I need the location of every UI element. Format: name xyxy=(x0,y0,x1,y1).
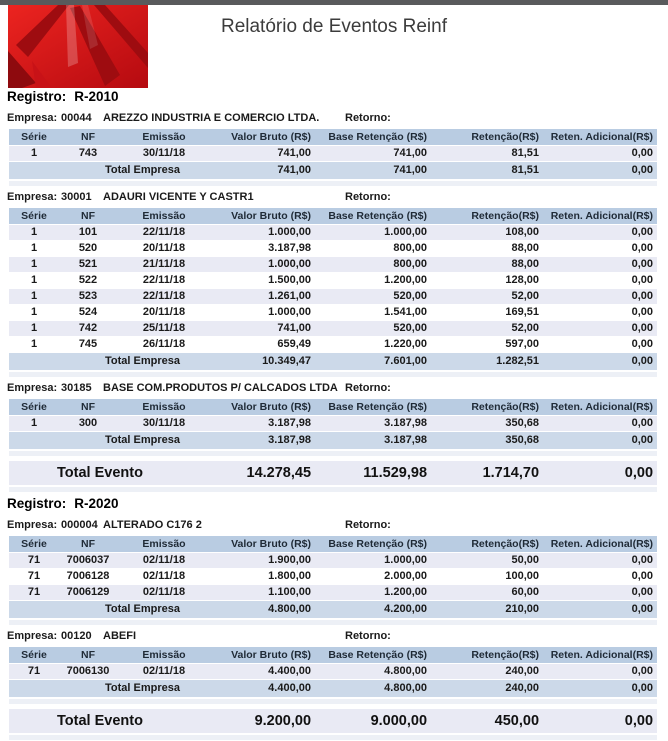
empresa-code: 000004 xyxy=(61,519,98,531)
total-empresa-value: 7.601,00 xyxy=(315,353,431,371)
cell: 520 xyxy=(59,241,117,257)
cell: 1.000,00 xyxy=(211,305,315,321)
cell: 1.261,00 xyxy=(211,289,315,305)
column-header: Valor Bruto (R$) xyxy=(211,129,315,146)
total-empresa-row xyxy=(9,162,657,180)
cell: 22/11/18 xyxy=(117,273,211,289)
cell: 741,00 xyxy=(211,321,315,337)
column-header: Série xyxy=(9,208,59,225)
registro-section xyxy=(7,89,668,492)
column-header: Reten. Adicional(R$) xyxy=(543,647,657,664)
cell: 741,00 xyxy=(211,146,315,162)
cell: 1 xyxy=(9,289,59,305)
registro-section xyxy=(7,496,668,740)
total-empresa-value: 4.800,00 xyxy=(315,680,431,698)
cell: 22/11/18 xyxy=(117,225,211,241)
cell: 30/11/18 xyxy=(117,416,211,432)
report-title: Relatório de Eventos Reinf xyxy=(220,16,447,37)
table-header-row xyxy=(9,536,657,553)
cell: 21/11/18 xyxy=(117,257,211,273)
cell: 7006130 xyxy=(59,664,117,680)
cell: 0,00 xyxy=(543,225,657,241)
cell: 521 xyxy=(59,257,117,273)
separator-strip xyxy=(9,372,657,377)
separator-strip xyxy=(9,735,657,740)
cell: 1.220,00 xyxy=(315,337,431,353)
column-header: Reten. Adicional(R$) xyxy=(543,536,657,553)
total-evento-value: 11.529,98 xyxy=(315,461,431,486)
cell: 522 xyxy=(59,273,117,289)
empresa-label: Empresa: xyxy=(7,382,58,394)
cell: 0,00 xyxy=(543,569,657,585)
total-evento-value: 9.200,00 xyxy=(211,709,315,734)
cell: 50,00 xyxy=(431,553,543,569)
registro-value: R-2020 xyxy=(74,496,119,511)
column-header: Reten. Adicional(R$) xyxy=(543,399,657,416)
retorno-label: Retorno: xyxy=(345,630,391,642)
cell: 520,00 xyxy=(315,289,431,305)
retorno-label: Retorno: xyxy=(345,519,391,531)
total-empresa-value: 240,00 xyxy=(431,680,543,698)
column-header: Série xyxy=(9,536,59,553)
total-evento-label: Total Evento xyxy=(9,709,211,734)
column-header: Emissão xyxy=(117,647,211,664)
report-header xyxy=(0,5,668,89)
cell: 02/11/18 xyxy=(117,664,211,680)
cell: 0,00 xyxy=(543,241,657,257)
cell: 30/11/18 xyxy=(117,146,211,162)
column-header: Emissão xyxy=(117,129,211,146)
cell: 22/11/18 xyxy=(117,289,211,305)
column-header: NF xyxy=(59,129,117,146)
cell: 1.000,00 xyxy=(315,553,431,569)
table-row xyxy=(9,289,657,305)
total-empresa-value: 4.400,00 xyxy=(211,680,315,698)
cell: 1.000,00 xyxy=(315,225,431,241)
company-table xyxy=(9,647,657,698)
cell: 169,51 xyxy=(431,305,543,321)
table-row xyxy=(9,241,657,257)
cell: 597,00 xyxy=(431,337,543,353)
total-empresa-row xyxy=(9,601,657,619)
cell: 0,00 xyxy=(543,337,657,353)
table-body xyxy=(9,146,657,162)
total-evento-value: 450,00 xyxy=(431,709,543,734)
total-evento-band xyxy=(7,709,668,734)
separator-strip xyxy=(9,620,657,625)
total-empresa-value: 210,00 xyxy=(431,601,543,619)
total-evento-row xyxy=(9,461,657,486)
table-row xyxy=(9,273,657,289)
cell: 800,00 xyxy=(315,257,431,273)
empresa-name: ABEFI xyxy=(103,630,136,642)
total-empresa-value: 0,00 xyxy=(543,353,657,371)
cell: 26/11/18 xyxy=(117,337,211,353)
cell: 0,00 xyxy=(543,664,657,680)
total-empresa-row xyxy=(9,680,657,698)
cell: 0,00 xyxy=(543,289,657,305)
company-block xyxy=(7,630,668,704)
cell: 3.187,98 xyxy=(211,416,315,432)
column-header: Base Retenção (R$) xyxy=(315,129,431,146)
cell: 659,49 xyxy=(211,337,315,353)
table-header-row xyxy=(9,208,657,225)
column-header: Base Retenção (R$) xyxy=(315,647,431,664)
cell: 1.900,00 xyxy=(211,553,315,569)
total-empresa-row xyxy=(9,353,657,371)
total-empresa-value: 741,00 xyxy=(315,162,431,180)
table-row xyxy=(9,337,657,353)
cell: 0,00 xyxy=(543,305,657,321)
cell: 20/11/18 xyxy=(117,241,211,257)
cell: 0,00 xyxy=(543,273,657,289)
table-row xyxy=(9,664,657,680)
retorno-label: Retorno: xyxy=(345,112,391,124)
column-header: Valor Bruto (R$) xyxy=(211,536,315,553)
company-table xyxy=(9,536,657,619)
total-evento-label: Total Evento xyxy=(9,461,211,486)
column-header: Valor Bruto (R$) xyxy=(211,399,315,416)
cell: 0,00 xyxy=(543,416,657,432)
cell: 523 xyxy=(59,289,117,305)
column-header: Retenção(R$) xyxy=(431,129,543,146)
cell: 1 xyxy=(9,225,59,241)
column-header: Série xyxy=(9,129,59,146)
column-header: Reten. Adicional(R$) xyxy=(543,129,657,146)
separator-strip xyxy=(9,487,657,492)
cell: 20/11/18 xyxy=(117,305,211,321)
company-table xyxy=(9,399,657,450)
total-empresa-value: 0,00 xyxy=(543,162,657,180)
column-header: Retenção(R$) xyxy=(431,536,543,553)
cell: 1 xyxy=(9,416,59,432)
cell: 0,00 xyxy=(543,146,657,162)
red-crystal-logo-icon xyxy=(8,5,148,88)
cell: 1.000,00 xyxy=(211,257,315,273)
cell: 2.000,00 xyxy=(315,569,431,585)
cell: 02/11/18 xyxy=(117,553,211,569)
column-header: NF xyxy=(59,536,117,553)
table-body xyxy=(9,553,657,601)
companies xyxy=(7,112,668,456)
cell: 350,68 xyxy=(431,416,543,432)
column-header: Emissão xyxy=(117,208,211,225)
column-header: Valor Bruto (R$) xyxy=(211,647,315,664)
column-header: NF xyxy=(59,399,117,416)
empresa-name: BASE COM.PRODUTOS P/ CALCADOS LTDA xyxy=(103,382,338,394)
empresa-code: 30001 xyxy=(61,191,92,203)
table-row xyxy=(9,257,657,273)
total-empresa-value: 4.800,00 xyxy=(211,601,315,619)
total-empresa-value: 0,00 xyxy=(543,680,657,698)
cell: 1.100,00 xyxy=(211,585,315,601)
table-header-row xyxy=(9,647,657,664)
column-header: Série xyxy=(9,647,59,664)
cell: 88,00 xyxy=(431,241,543,257)
empresa-line xyxy=(7,191,668,206)
empresa-code: 30185 xyxy=(61,382,92,394)
cell: 1 xyxy=(9,305,59,321)
cell: 1.500,00 xyxy=(211,273,315,289)
cell: 108,00 xyxy=(431,225,543,241)
cell: 0,00 xyxy=(543,321,657,337)
empresa-label: Empresa: xyxy=(7,112,58,124)
total-evento-row xyxy=(9,709,657,734)
report-body xyxy=(0,89,668,740)
column-header: Base Retenção (R$) xyxy=(315,208,431,225)
cell: 100,00 xyxy=(431,569,543,585)
cell: 300 xyxy=(59,416,117,432)
total-empresa-value: 741,00 xyxy=(211,162,315,180)
cell: 1.800,00 xyxy=(211,569,315,585)
table-row xyxy=(9,585,657,601)
cell: 3.187,98 xyxy=(315,416,431,432)
table-body xyxy=(9,416,657,432)
total-evento-value: 14.278,45 xyxy=(211,461,315,486)
column-header: Retenção(R$) xyxy=(431,208,543,225)
cell: 1.200,00 xyxy=(315,273,431,289)
total-empresa-label: Total Empresa xyxy=(9,680,211,698)
cell: 128,00 xyxy=(431,273,543,289)
cell: 25/11/18 xyxy=(117,321,211,337)
column-header: NF xyxy=(59,647,117,664)
cell: 88,00 xyxy=(431,257,543,273)
empresa-line xyxy=(7,382,668,397)
retorno-label: Retorno: xyxy=(345,191,391,203)
company-block xyxy=(7,519,668,625)
cell: 7006128 xyxy=(59,569,117,585)
cell: 52,00 xyxy=(431,321,543,337)
company-block xyxy=(7,112,668,186)
cell: 1 xyxy=(9,321,59,337)
company-table xyxy=(9,129,657,180)
table-row xyxy=(9,553,657,569)
total-evento-value: 0,00 xyxy=(543,709,657,734)
table-header-row xyxy=(9,129,657,146)
cell: 520,00 xyxy=(315,321,431,337)
cell: 71 xyxy=(9,569,59,585)
total-evento-value: 1.714,70 xyxy=(431,461,543,486)
column-header: Emissão xyxy=(117,399,211,416)
total-empresa-value: 3.187,98 xyxy=(211,432,315,450)
cell: 0,00 xyxy=(543,585,657,601)
separator-strip xyxy=(9,699,657,704)
cell: 1 xyxy=(9,273,59,289)
cell: 524 xyxy=(59,305,117,321)
empresa-line xyxy=(7,630,668,645)
total-empresa-label: Total Empresa xyxy=(9,432,211,450)
cell: 0,00 xyxy=(543,257,657,273)
table-row xyxy=(9,569,657,585)
retorno-label: Retorno: xyxy=(345,382,391,394)
empresa-name: AREZZO INDUSTRIA E COMERCIO LTDA. xyxy=(103,112,320,124)
total-evento-table xyxy=(9,461,657,486)
cell: 1.200,00 xyxy=(315,585,431,601)
registro-line xyxy=(7,496,668,512)
column-header: Retenção(R$) xyxy=(431,647,543,664)
cell: 240,00 xyxy=(431,664,543,680)
cell: 800,00 xyxy=(315,241,431,257)
cell: 4.800,00 xyxy=(315,664,431,680)
cell: 745 xyxy=(59,337,117,353)
total-empresa-label: Total Empresa xyxy=(9,162,211,180)
column-header: Reten. Adicional(R$) xyxy=(543,208,657,225)
cell: 4.400,00 xyxy=(211,664,315,680)
empresa-code: 00044 xyxy=(61,112,92,124)
table-header-row xyxy=(9,399,657,416)
total-empresa-value: 3.187,98 xyxy=(315,432,431,450)
total-empresa-value: 81,51 xyxy=(431,162,543,180)
separator-strip xyxy=(9,181,657,186)
table-row xyxy=(9,305,657,321)
cell: 1 xyxy=(9,337,59,353)
company-block xyxy=(7,382,668,456)
cell: 1 xyxy=(9,146,59,162)
empresa-name: ADAURI VICENTE Y CASTR1 xyxy=(103,191,254,203)
cell: 71 xyxy=(9,585,59,601)
column-header: Série xyxy=(9,399,59,416)
total-evento-value: 9.000,00 xyxy=(315,709,431,734)
empresa-name: ALTERADO C176 2 xyxy=(103,519,202,531)
column-header: Valor Bruto (R$) xyxy=(211,208,315,225)
cell: 1 xyxy=(9,257,59,273)
cell: 81,51 xyxy=(431,146,543,162)
table-body xyxy=(9,225,657,353)
cell: 71 xyxy=(9,664,59,680)
registro-line xyxy=(7,89,668,105)
table-body xyxy=(9,664,657,680)
registro-value: R-2010 xyxy=(74,89,119,104)
cell: 1.541,00 xyxy=(315,305,431,321)
cell: 60,00 xyxy=(431,585,543,601)
table-row xyxy=(9,225,657,241)
column-header: Base Retenção (R$) xyxy=(315,536,431,553)
table-row xyxy=(9,146,657,162)
registro-label: Registro: xyxy=(7,496,67,511)
total-evento-band xyxy=(7,461,668,486)
empresa-label: Empresa: xyxy=(7,519,58,531)
registro-label: Registro: xyxy=(7,89,67,104)
empresa-label: Empresa: xyxy=(7,630,58,642)
total-empresa-value: 4.200,00 xyxy=(315,601,431,619)
table-row xyxy=(9,416,657,432)
table-row xyxy=(9,321,657,337)
empresa-label: Empresa: xyxy=(7,191,58,203)
column-header: Retenção(R$) xyxy=(431,399,543,416)
cell: 52,00 xyxy=(431,289,543,305)
cell: 02/11/18 xyxy=(117,569,211,585)
total-empresa-value: 10.349,47 xyxy=(211,353,315,371)
total-empresa-label: Total Empresa xyxy=(9,601,211,619)
empresa-line xyxy=(7,112,668,127)
separator-strip xyxy=(9,451,657,456)
app-logo-icon xyxy=(8,5,148,88)
company-block xyxy=(7,191,668,377)
company-table xyxy=(9,208,657,371)
total-empresa-row xyxy=(9,432,657,450)
cell: 0,00 xyxy=(543,553,657,569)
cell: 02/11/18 xyxy=(117,585,211,601)
total-evento-table xyxy=(9,709,657,734)
cell: 71 xyxy=(9,553,59,569)
cell: 741,00 xyxy=(315,146,431,162)
column-header: NF xyxy=(59,208,117,225)
cell: 101 xyxy=(59,225,117,241)
total-empresa-value: 350,68 xyxy=(431,432,543,450)
column-header: Emissão xyxy=(117,536,211,553)
total-empresa-value: 0,00 xyxy=(543,432,657,450)
column-header: Base Retenção (R$) xyxy=(315,399,431,416)
cell: 3.187,98 xyxy=(211,241,315,257)
cell: 742 xyxy=(59,321,117,337)
total-empresa-value: 0,00 xyxy=(543,601,657,619)
cell: 1 xyxy=(9,241,59,257)
total-empresa-label: Total Empresa xyxy=(9,353,211,371)
cell: 7006037 xyxy=(59,553,117,569)
companies xyxy=(7,519,668,704)
cell: 1.000,00 xyxy=(211,225,315,241)
empresa-line xyxy=(7,519,668,534)
total-empresa-value: 1.282,51 xyxy=(431,353,543,371)
cell: 7006129 xyxy=(59,585,117,601)
empresa-code: 00120 xyxy=(61,630,92,642)
cell: 743 xyxy=(59,146,117,162)
total-evento-value: 0,00 xyxy=(543,461,657,486)
